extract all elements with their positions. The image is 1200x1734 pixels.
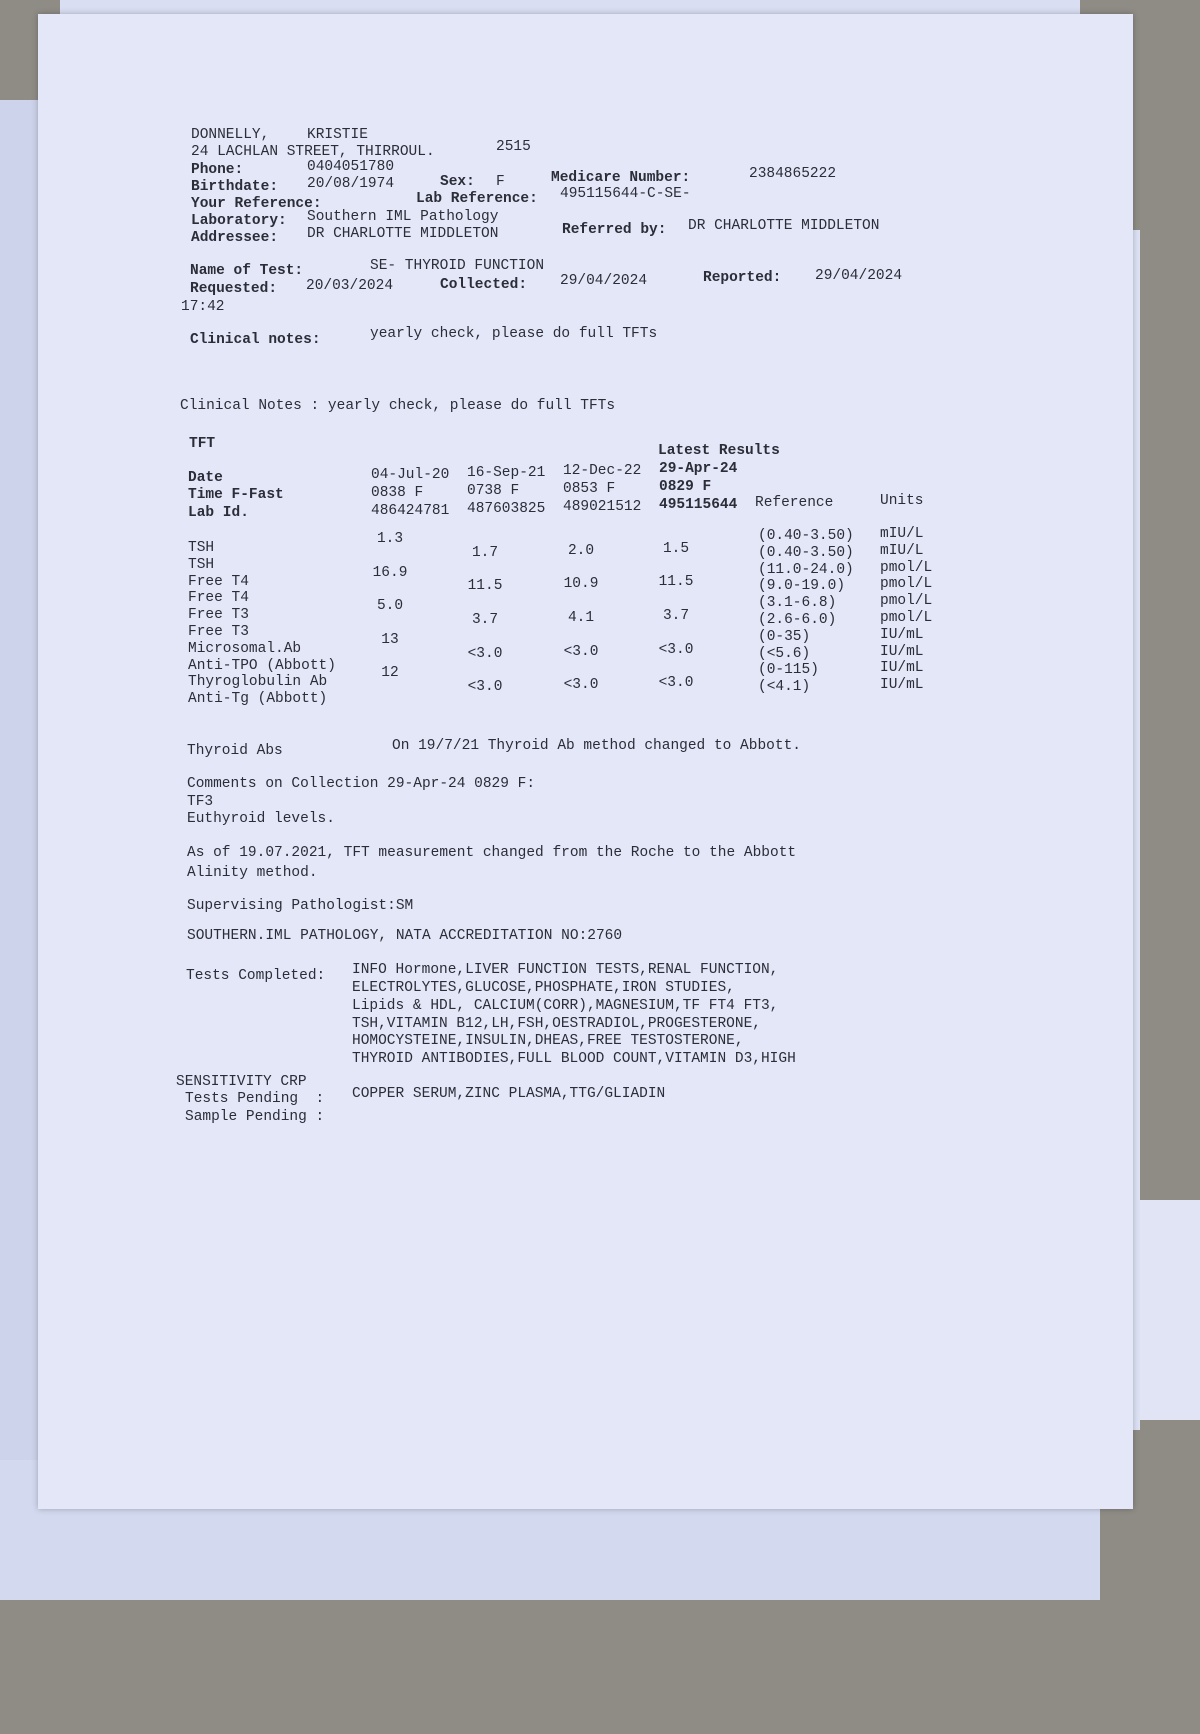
time-row-label: Time F-Fast — [188, 487, 284, 503]
clinical-notes-line: Clinical Notes : yearly check, please do full TFTs — [180, 398, 616, 414]
tft-row-name: Free T3 — [188, 607, 249, 624]
tft-row-value: 1.7 — [471, 544, 499, 561]
addressee-value: DR CHARLOTTE MIDDLETON — [307, 226, 499, 242]
tft-row-value: <3.0 — [467, 645, 503, 662]
laboratory-value: Southern IML Pathology — [307, 209, 499, 225]
tests-completed-line-3: Lipids & HDL, CALCIUM(CORR),MAGNESIUM,TF FT4 FT3, — [352, 998, 779, 1014]
tft-row-value: 4.1 — [567, 610, 595, 626]
tft-heading: TFT — [189, 436, 216, 452]
tft-row-reference: (0-115) — [758, 662, 819, 679]
tft-row-unit: mIU/L — [880, 526, 924, 542]
collected-value: 29/04/2024 — [560, 273, 648, 289]
reference-header: Reference — [755, 495, 834, 511]
referred-by-label: Referred by: — [562, 222, 667, 238]
tft-row-unit: IU/mL — [880, 626, 924, 643]
tft-row-reference: (<4.1) — [758, 679, 811, 696]
comments-tf3: TF3 — [187, 794, 214, 810]
clinical-notes-label: Clinical notes: — [190, 332, 321, 348]
tests-completed-line-4: TSH,VITAMIN B12,LH,FSH,OESTRADIOL,PROGESTERONE, — [352, 1016, 761, 1032]
referred-by-value: DR CHARLOTTE MIDDLETON — [688, 218, 880, 234]
method-note-line1: As of 19.07.2021, TFT measurement changed from the Roche to the Abbott — [187, 845, 797, 861]
your-reference-label: Your Reference: — [191, 196, 322, 212]
test-name-value: SE- THYROID FUNCTION — [370, 258, 545, 274]
tft-row-reference: (11.0-24.0) — [758, 561, 854, 578]
col2-time: 0738 F — [467, 483, 520, 499]
tft-row-reference: (0-35) — [758, 628, 811, 645]
labid-row-label: Lab Id. — [188, 505, 249, 521]
tests-completed-line-6: THYROID ANTIBODIES,FULL BLOOD COUNT,VITAMIN D3,HIGH — [352, 1051, 796, 1067]
tft-row-value: 13 — [381, 631, 399, 648]
tft-row-name: Anti-TPO (Abbott) — [188, 657, 336, 674]
tft-row-name: Anti-Tg (Abbott) — [188, 691, 328, 708]
tft-row-reference: (3.1-6.8) — [758, 595, 837, 612]
tft-row-value: <3.0 — [658, 641, 694, 658]
tft-row-unit: pmol/L — [880, 593, 933, 610]
collected-label: Collected: — [440, 277, 528, 293]
tests-completed-label: Tests Completed: — [186, 968, 326, 984]
tft-row-unit: pmol/L — [880, 559, 933, 576]
sex-value: F — [496, 174, 505, 190]
tft-row-value: 3.7 — [662, 608, 690, 624]
tests-completed-line-2: ELECTROLYTES,GLUCOSE,PHOSPHATE,IRON STUDIES, — [352, 980, 735, 996]
method-note-line2: Alinity method. — [187, 865, 318, 881]
comments-euthyroid: Euthyroid levels. — [187, 811, 335, 827]
col1-labid: 486424781 — [371, 503, 450, 519]
tft-row-unit: IU/mL — [880, 660, 924, 677]
tft-row-name: Free T3 — [188, 624, 249, 640]
tft-row-value: <3.0 — [467, 679, 503, 696]
supervising-pathologist: Supervising Pathologist:SM — [187, 898, 414, 914]
tests-completed-line-1: INFO Hormone,LIVER FUNCTION TESTS,RENAL FUNCTION, — [352, 962, 779, 978]
col4-date: 29-Apr-24 — [659, 461, 738, 477]
clinical-notes-value: yearly check, please do full TFTs — [370, 326, 658, 342]
thyroid-abs-label: Thyroid Abs — [187, 743, 283, 759]
tft-row-reference: (0.40-3.50) — [758, 544, 854, 561]
comments-heading: Comments on Collection 29-Apr-24 0829 F: — [187, 776, 536, 792]
tft-row-value: <3.0 — [563, 643, 599, 660]
tft-row-unit: pmol/L — [880, 576, 933, 593]
patient-firstname: KRISTIE — [307, 127, 368, 143]
lab-reference-value: 495115644-C-SE- — [560, 186, 691, 202]
tft-row-name: Thyroglobulin Ab — [188, 674, 328, 691]
tft-row-value: 16.9 — [372, 564, 408, 581]
tft-row-value: 3.7 — [471, 612, 499, 628]
tft-row-unit: IU/mL — [880, 643, 924, 660]
sensitivity-crp: SENSITIVITY CRP — [176, 1074, 307, 1090]
col4-labid: 495115644 — [659, 497, 738, 513]
requested-value: 20/03/2024 — [306, 278, 394, 294]
tft-row-name: TSH — [188, 540, 215, 556]
tft-row-value: 2.0 — [567, 542, 595, 559]
requested-label: Requested: — [190, 281, 278, 297]
laboratory-label: Laboratory: — [191, 213, 287, 229]
reported-value: 29/04/2024 — [815, 268, 903, 284]
tft-row-reference: (9.0-19.0) — [758, 578, 846, 595]
col3-date: 12-Dec-22 — [563, 463, 642, 479]
date-row-label: Date — [188, 470, 223, 486]
patient-address: 24 LACHLAN STREET, THIRROUL. — [191, 144, 435, 160]
units-header: Units — [880, 493, 924, 509]
tft-row-name: Free T4 — [188, 573, 249, 590]
col4-time: 0829 F — [659, 479, 712, 495]
patient-postcode: 2515 — [496, 139, 531, 155]
tft-row-unit: pmol/L — [880, 610, 933, 626]
tft-row-value: <3.0 — [563, 677, 599, 694]
thyroid-abs-note: On 19/7/21 Thyroid Ab method changed to Abbott. — [392, 738, 801, 754]
birthdate-value: 20/08/1974 — [307, 176, 395, 192]
tft-row-value: 11.5 — [658, 574, 694, 591]
col3-time: 0853 F — [563, 481, 616, 497]
tft-row-value: 12 — [381, 665, 399, 682]
medicare-value: 2384865222 — [749, 166, 837, 182]
nata-accreditation: SOUTHERN.IML PATHOLOGY, NATA ACCREDITATION NO:2760 — [187, 928, 623, 944]
col1-time: 0838 F — [371, 485, 424, 501]
latest-results-label: Latest Results — [658, 443, 780, 459]
col3-labid: 489021512 — [563, 499, 642, 515]
patient-surname: DONNELLY, — [191, 127, 270, 143]
tft-row-name: Microsomal.Ab — [188, 640, 302, 657]
tft-row-value: <3.0 — [658, 675, 694, 692]
tft-row-unit: IU/mL — [880, 677, 924, 694]
tft-row-unit: mIU/L — [880, 542, 924, 559]
medicare-label: Medicare Number: — [551, 170, 691, 186]
reported-label: Reported: — [703, 270, 782, 286]
test-name-label: Name of Test: — [190, 263, 304, 279]
tests-pending-value: COPPER SERUM,ZINC PLASMA,TTG/GLIADIN — [352, 1086, 666, 1102]
tft-row-value: 1.3 — [376, 531, 404, 547]
reported-time: 17:42 — [181, 299, 225, 315]
tft-row-name: Free T4 — [188, 590, 249, 607]
tft-row-reference: (2.6-6.0) — [758, 612, 837, 628]
tests-completed-line-5: HOMOCYSTEINE,INSULIN,DHEAS,FREE TESTOSTERONE, — [352, 1033, 744, 1049]
sex-label: Sex: — [440, 174, 475, 190]
col2-labid: 487603825 — [467, 501, 546, 517]
birthdate-label: Birthdate: — [191, 179, 279, 195]
sample-pending-label: Sample Pending : — [185, 1109, 325, 1125]
tft-row-value: 5.0 — [376, 598, 404, 615]
tests-pending-label: Tests Pending : — [185, 1091, 325, 1107]
tft-row-reference: (<5.6) — [758, 645, 811, 662]
tft-row-name: TSH — [188, 556, 215, 573]
tft-row-value: 11.5 — [467, 578, 503, 595]
tft-row-value: 1.5 — [662, 540, 690, 557]
phone-label: Phone: — [191, 162, 244, 178]
col1-date: 04-Jul-20 — [371, 467, 450, 483]
tft-row-value: 10.9 — [563, 576, 599, 593]
addressee-label: Addressee: — [191, 230, 279, 246]
phone-value: 0404051780 — [307, 159, 395, 175]
lab-reference-label: Lab Reference: — [416, 191, 538, 207]
tft-row-reference: (0.40-3.50) — [758, 528, 854, 544]
col2-date: 16-Sep-21 — [467, 465, 546, 481]
